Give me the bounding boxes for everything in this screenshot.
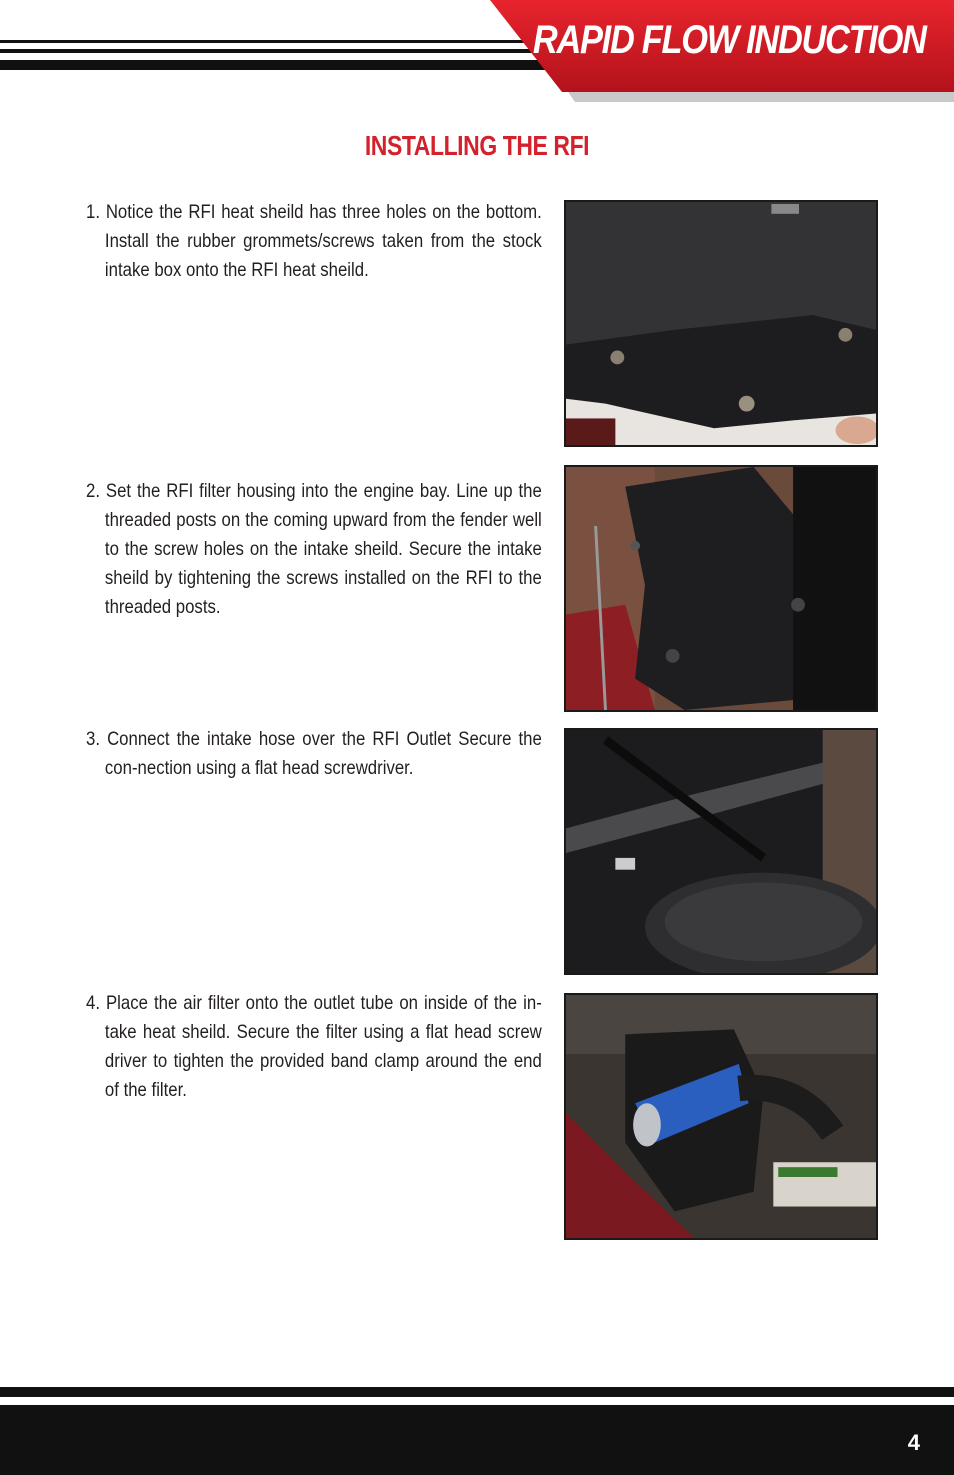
step-1-photo [564, 200, 878, 447]
footer-bar [0, 1405, 954, 1475]
step-2-photo [564, 465, 878, 712]
section-title: INSTALLING THE RFI [364, 130, 590, 161]
step-4-photo [564, 993, 878, 1240]
step-3-text: 3. Connect the intake hose over the RFI Outlet Secure the con-nection using a flat head screwdriver. [86, 728, 542, 779]
step-1-text: 1. Notice the RFI heat sheild has three holes on the bottom. Install the rubber grommets/screws taken from the stock intake box onto the RFI heat sheild. [86, 201, 542, 281]
brand-title: RAPID FLOW INDUCTION [533, 18, 926, 62]
step-2-text: 2. Set the RFI filter housing into the engine bay. Line up the threaded posts on the coming upward from the fender well to the screw holes on the intake sheild. Secure the intake sheild by tightening the screws installed on the RFI to the threaded posts. [86, 480, 542, 618]
step-4-text: 4. Place the air filter onto the outlet tube on inside of the in-take heat sheild. Secure the filter using a flat head screw driver to tighten the provided band clamp around the end of the filter. [86, 992, 542, 1101]
footer-rule [0, 1387, 954, 1397]
step-3-photo [564, 728, 878, 975]
page-number: 4 [907, 1430, 920, 1455]
